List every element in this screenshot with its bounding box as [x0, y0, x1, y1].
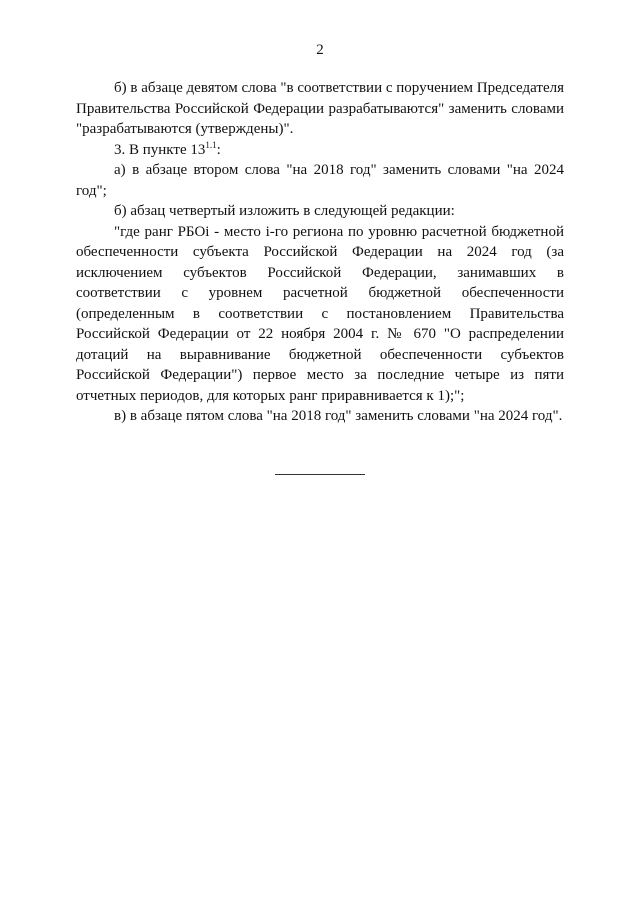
paragraph-amend-ninth: б) в абзаце девятом слова "в соответствии с поручением Председателя Правительства Российской Федерации разрабатываются" заменить словами "разрабатываются (утверждены)". [76, 80, 564, 137]
page-number: 2 [316, 42, 324, 58]
paragraph-amend-fourth: б) абзац четвертый изложить в следующей редакции: [114, 203, 455, 219]
paragraph-amend-fifth: в) в абзаце пятом слова "на 2018 год" заменить словами "на 2024 год". [114, 408, 563, 424]
paragraph-item-3 [76, 140, 564, 161]
paragraph-item-3-superscript: 1.1 [205, 139, 217, 150]
end-separator-line [275, 474, 365, 475]
paragraph-item-3-tail: : [216, 141, 221, 158]
document-body [76, 78, 564, 427]
paragraph-new-wording: "где ранг РБОi - место i-го региона по уровню расчетной бюджетной обеспеченности субъекта Российской Федерации на 2024 год (за исключением субъектов Российской Федерации, занимавших в соответствии с уровнем расчетной бюджетной обеспеченности (определенным в соответствии с постановлением Правительства Российской Федерации от 22 ноября 2004 г. № 670 "О распределении дотаций на выравнивание бюджетной обеспеченности субъектов Российской Федерации") первое место за последние четыре из пяти отчетных периодов, для которых ранг приравнивается к 1);"; [76, 223, 564, 404]
paragraph-amend-second: а) в абзаце втором слова "на 2018 год" заменить словами "на 2024 год"; [76, 162, 564, 199]
paragraph-item-3-text: 3. В пункте 13 [114, 141, 206, 158]
